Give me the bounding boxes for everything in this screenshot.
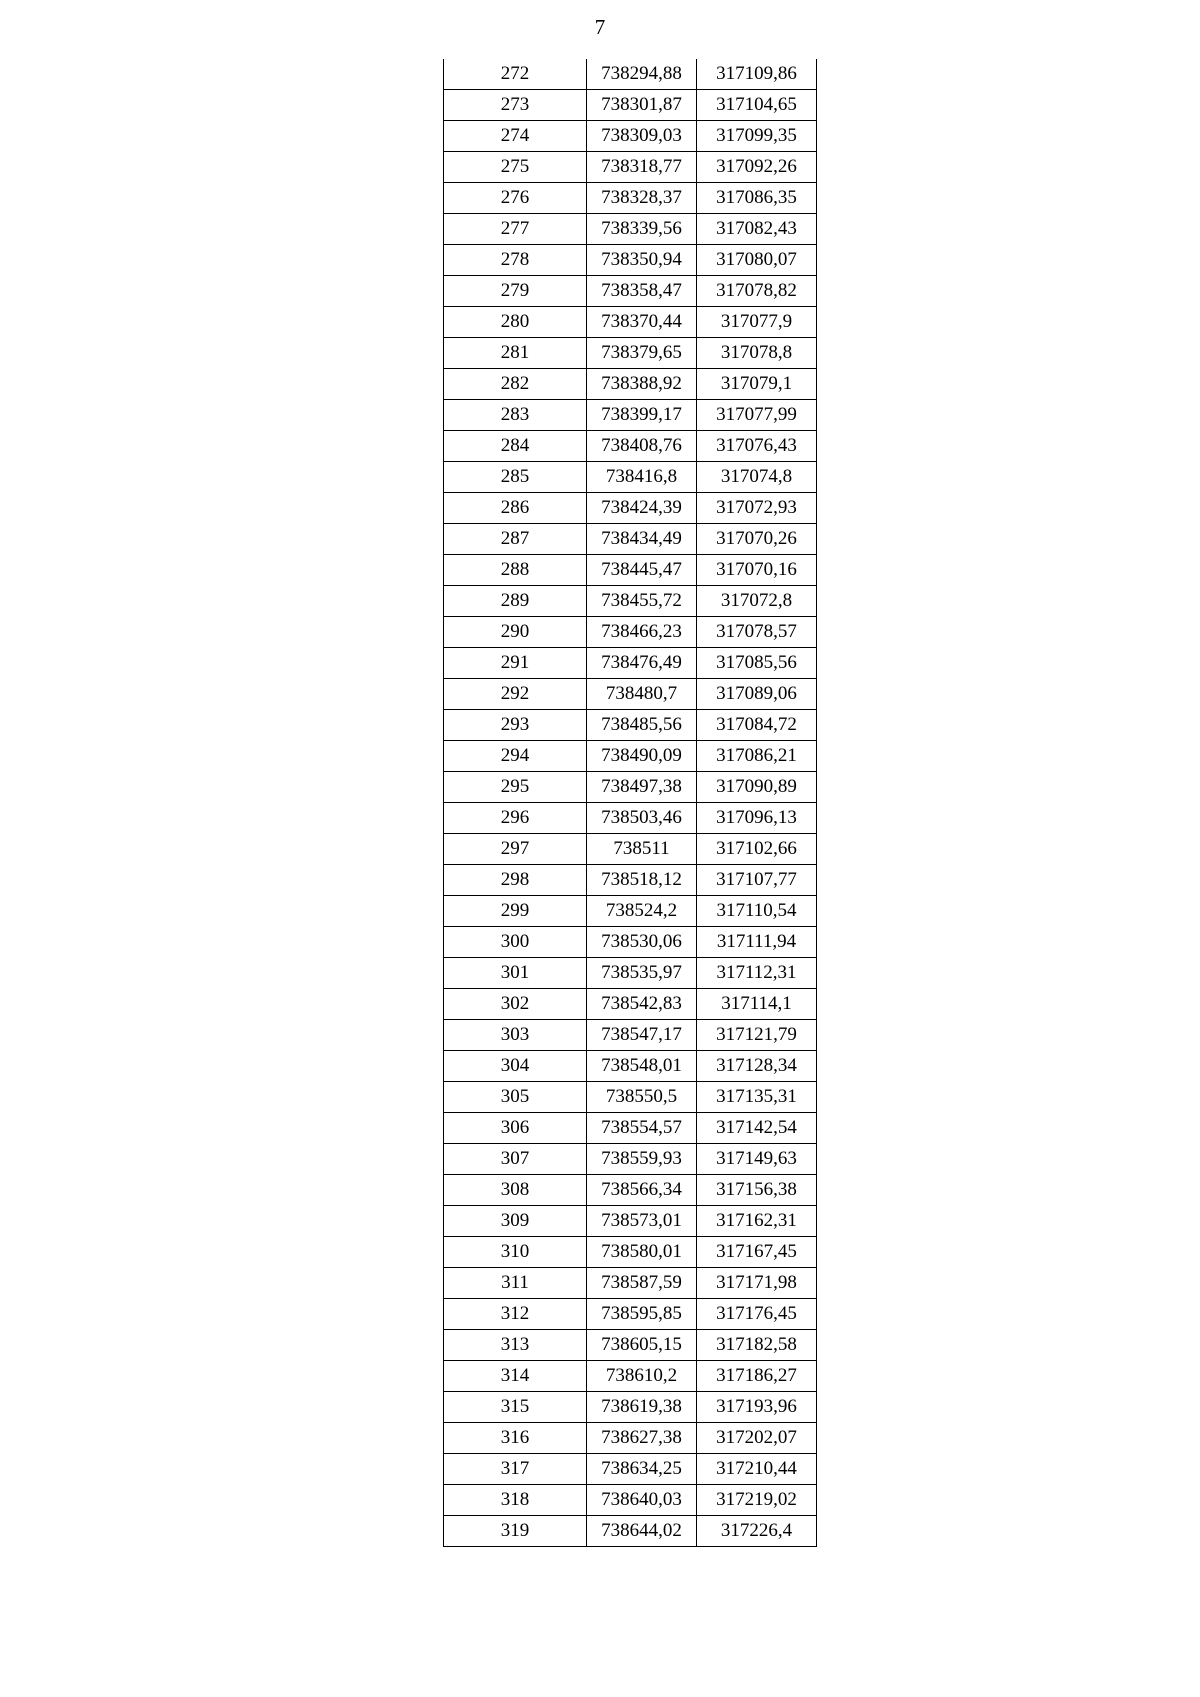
x-coordinate-cell: 738424,39 (587, 493, 697, 524)
point-number-cell: 317 (444, 1454, 587, 1485)
table-row (444, 1082, 817, 1113)
table-row (444, 1268, 817, 1299)
point-number-cell: 300 (444, 927, 587, 958)
table-row (444, 834, 817, 865)
table-row (444, 431, 817, 462)
x-coordinate-cell: 738399,17 (587, 400, 697, 431)
table-row (444, 1051, 817, 1082)
x-coordinate-cell: 738480,7 (587, 679, 697, 710)
point-number-cell: 289 (444, 586, 587, 617)
point-number-cell: 285 (444, 462, 587, 493)
page-number: 7 (594, 15, 606, 39)
y-coordinate-cell: 317096,13 (697, 803, 817, 834)
point-number-cell: 294 (444, 741, 587, 772)
x-coordinate-cell: 738350,94 (587, 245, 697, 276)
x-coordinate-cell: 738455,72 (587, 586, 697, 617)
table-row (444, 338, 817, 369)
table-row (444, 803, 817, 834)
point-number-cell: 297 (444, 834, 587, 865)
x-coordinate-cell: 738524,2 (587, 896, 697, 927)
x-coordinate-cell: 738511 (587, 834, 697, 865)
y-coordinate-cell: 317078,8 (697, 338, 817, 369)
y-coordinate-cell: 317226,4 (697, 1516, 817, 1547)
y-coordinate-cell: 317186,27 (697, 1361, 817, 1392)
x-coordinate-cell: 738294,88 (587, 59, 697, 90)
table-row (444, 214, 817, 245)
point-number-cell: 275 (444, 152, 587, 183)
point-number-cell: 318 (444, 1485, 587, 1516)
point-number-cell: 273 (444, 90, 587, 121)
y-coordinate-cell: 317082,43 (697, 214, 817, 245)
point-number-cell: 304 (444, 1051, 587, 1082)
x-coordinate-cell: 738445,47 (587, 555, 697, 586)
x-coordinate-cell: 738301,87 (587, 90, 697, 121)
point-number-cell: 301 (444, 958, 587, 989)
point-number-cell: 311 (444, 1268, 587, 1299)
table-row (444, 1454, 817, 1485)
y-coordinate-cell: 317167,45 (697, 1237, 817, 1268)
x-coordinate-cell: 738408,76 (587, 431, 697, 462)
table-row (444, 493, 817, 524)
y-coordinate-cell: 317090,89 (697, 772, 817, 803)
x-coordinate-cell: 738309,03 (587, 121, 697, 152)
x-coordinate-cell: 738619,38 (587, 1392, 697, 1423)
x-coordinate-cell: 738573,01 (587, 1206, 697, 1237)
point-number-cell: 274 (444, 121, 587, 152)
x-coordinate-cell: 738587,59 (587, 1268, 697, 1299)
table-row (444, 1516, 817, 1547)
y-coordinate-cell: 317112,31 (697, 958, 817, 989)
point-number-cell: 306 (444, 1113, 587, 1144)
table-row (444, 1423, 817, 1454)
point-number-cell: 315 (444, 1392, 587, 1423)
point-number-cell: 280 (444, 307, 587, 338)
y-coordinate-cell: 317128,34 (697, 1051, 817, 1082)
point-number-cell: 299 (444, 896, 587, 927)
table-row (444, 896, 817, 927)
point-number-cell: 292 (444, 679, 587, 710)
y-coordinate-cell: 317107,77 (697, 865, 817, 896)
y-coordinate-cell: 317079,1 (697, 369, 817, 400)
table-row (444, 1113, 817, 1144)
point-number-cell: 302 (444, 989, 587, 1020)
y-coordinate-cell: 317072,8 (697, 586, 817, 617)
table-row (444, 1020, 817, 1051)
x-coordinate-cell: 738379,65 (587, 338, 697, 369)
y-coordinate-cell: 317156,38 (697, 1175, 817, 1206)
x-coordinate-cell: 738548,01 (587, 1051, 697, 1082)
y-coordinate-cell: 317110,54 (697, 896, 817, 927)
x-coordinate-cell: 738518,12 (587, 865, 697, 896)
x-coordinate-cell: 738358,47 (587, 276, 697, 307)
x-coordinate-cell: 738610,2 (587, 1361, 697, 1392)
x-coordinate-cell: 738547,17 (587, 1020, 697, 1051)
y-coordinate-cell: 317193,96 (697, 1392, 817, 1423)
point-number-cell: 283 (444, 400, 587, 431)
x-coordinate-cell: 738559,93 (587, 1144, 697, 1175)
point-number-cell: 276 (444, 183, 587, 214)
table-row (444, 958, 817, 989)
point-number-cell: 284 (444, 431, 587, 462)
y-coordinate-cell: 317077,99 (697, 400, 817, 431)
table-row (444, 586, 817, 617)
y-coordinate-cell: 317176,45 (697, 1299, 817, 1330)
table-row (444, 865, 817, 896)
y-coordinate-cell: 317121,79 (697, 1020, 817, 1051)
y-coordinate-cell: 317072,93 (697, 493, 817, 524)
coordinates-table-body (444, 59, 817, 1547)
table-row (444, 927, 817, 958)
table-row (444, 741, 817, 772)
point-number-cell: 295 (444, 772, 587, 803)
point-number-cell: 312 (444, 1299, 587, 1330)
y-coordinate-cell: 317114,1 (697, 989, 817, 1020)
point-number-cell: 272 (444, 59, 587, 90)
point-number-cell: 310 (444, 1237, 587, 1268)
table-row (444, 617, 817, 648)
y-coordinate-cell: 317182,58 (697, 1330, 817, 1361)
point-number-cell: 279 (444, 276, 587, 307)
table-row (444, 1175, 817, 1206)
y-coordinate-cell: 317089,06 (697, 679, 817, 710)
x-coordinate-cell: 738644,02 (587, 1516, 697, 1547)
x-coordinate-cell: 738640,03 (587, 1485, 697, 1516)
x-coordinate-cell: 738485,56 (587, 710, 697, 741)
x-coordinate-cell: 738476,49 (587, 648, 697, 679)
x-coordinate-cell: 738580,01 (587, 1237, 697, 1268)
table-row (444, 555, 817, 586)
x-coordinate-cell: 738370,44 (587, 307, 697, 338)
table-row (444, 1485, 817, 1516)
x-coordinate-cell: 738595,85 (587, 1299, 697, 1330)
y-coordinate-cell: 317104,65 (697, 90, 817, 121)
point-number-cell: 286 (444, 493, 587, 524)
table-row (444, 245, 817, 276)
point-number-cell: 290 (444, 617, 587, 648)
x-coordinate-cell: 738566,34 (587, 1175, 697, 1206)
table-row (444, 90, 817, 121)
table-row (444, 524, 817, 555)
table-row (444, 400, 817, 431)
point-number-cell: 309 (444, 1206, 587, 1237)
table-row (444, 152, 817, 183)
y-coordinate-cell: 317099,35 (697, 121, 817, 152)
point-number-cell: 288 (444, 555, 587, 586)
y-coordinate-cell: 317219,02 (697, 1485, 817, 1516)
x-coordinate-cell: 738627,38 (587, 1423, 697, 1454)
table-row (444, 648, 817, 679)
y-coordinate-cell: 317162,31 (697, 1206, 817, 1237)
x-coordinate-cell: 738634,25 (587, 1454, 697, 1485)
table-row (444, 307, 817, 338)
table-row (444, 1144, 817, 1175)
y-coordinate-cell: 317092,26 (697, 152, 817, 183)
x-coordinate-cell: 738550,5 (587, 1082, 697, 1113)
table-row (444, 1206, 817, 1237)
point-number-cell: 291 (444, 648, 587, 679)
table-row (444, 462, 817, 493)
y-coordinate-cell: 317080,07 (697, 245, 817, 276)
table-row (444, 1392, 817, 1423)
y-coordinate-cell: 317078,82 (697, 276, 817, 307)
x-coordinate-cell: 738388,92 (587, 369, 697, 400)
point-number-cell: 303 (444, 1020, 587, 1051)
point-number-cell: 308 (444, 1175, 587, 1206)
y-coordinate-cell: 317074,8 (697, 462, 817, 493)
point-number-cell: 307 (444, 1144, 587, 1175)
table-row (444, 276, 817, 307)
table-row (444, 369, 817, 400)
table-row (444, 772, 817, 803)
point-number-cell: 293 (444, 710, 587, 741)
x-coordinate-cell: 738490,09 (587, 741, 697, 772)
table-row (444, 989, 817, 1020)
point-number-cell: 281 (444, 338, 587, 369)
y-coordinate-cell: 317077,9 (697, 307, 817, 338)
table-row (444, 1237, 817, 1268)
point-number-cell: 296 (444, 803, 587, 834)
point-number-cell: 314 (444, 1361, 587, 1392)
y-coordinate-cell: 317076,43 (697, 431, 817, 462)
y-coordinate-cell: 317078,57 (697, 617, 817, 648)
x-coordinate-cell: 738497,38 (587, 772, 697, 803)
x-coordinate-cell: 738542,83 (587, 989, 697, 1020)
point-number-cell: 278 (444, 245, 587, 276)
y-coordinate-cell: 317086,21 (697, 741, 817, 772)
point-number-cell: 277 (444, 214, 587, 245)
x-coordinate-cell: 738339,56 (587, 214, 697, 245)
y-coordinate-cell: 317171,98 (697, 1268, 817, 1299)
y-coordinate-cell: 317070,26 (697, 524, 817, 555)
point-number-cell: 305 (444, 1082, 587, 1113)
y-coordinate-cell: 317149,63 (697, 1144, 817, 1175)
x-coordinate-cell: 738554,57 (587, 1113, 697, 1144)
point-number-cell: 282 (444, 369, 587, 400)
y-coordinate-cell: 317102,66 (697, 834, 817, 865)
y-coordinate-cell: 317142,54 (697, 1113, 817, 1144)
y-coordinate-cell: 317111,94 (697, 927, 817, 958)
x-coordinate-cell: 738530,06 (587, 927, 697, 958)
point-number-cell: 316 (444, 1423, 587, 1454)
y-coordinate-cell: 317210,44 (697, 1454, 817, 1485)
y-coordinate-cell: 317070,16 (697, 555, 817, 586)
table-row (444, 710, 817, 741)
table-row (444, 1330, 817, 1361)
point-number-cell: 287 (444, 524, 587, 555)
point-number-cell: 313 (444, 1330, 587, 1361)
x-coordinate-cell: 738466,23 (587, 617, 697, 648)
point-number-cell: 298 (444, 865, 587, 896)
coordinates-table (443, 59, 817, 1547)
x-coordinate-cell: 738503,46 (587, 803, 697, 834)
y-coordinate-cell: 317109,86 (697, 59, 817, 90)
x-coordinate-cell: 738416,8 (587, 462, 697, 493)
x-coordinate-cell: 738434,49 (587, 524, 697, 555)
table-row (444, 121, 817, 152)
y-coordinate-cell: 317085,56 (697, 648, 817, 679)
y-coordinate-cell: 317135,31 (697, 1082, 817, 1113)
table-row (444, 1299, 817, 1330)
table-row (444, 679, 817, 710)
x-coordinate-cell: 738318,77 (587, 152, 697, 183)
x-coordinate-cell: 738328,37 (587, 183, 697, 214)
y-coordinate-cell: 317086,35 (697, 183, 817, 214)
x-coordinate-cell: 738535,97 (587, 958, 697, 989)
y-coordinate-cell: 317202,07 (697, 1423, 817, 1454)
table-row (444, 183, 817, 214)
table-row (444, 1361, 817, 1392)
x-coordinate-cell: 738605,15 (587, 1330, 697, 1361)
point-number-cell: 319 (444, 1516, 587, 1547)
table-row (444, 59, 817, 90)
y-coordinate-cell: 317084,72 (697, 710, 817, 741)
